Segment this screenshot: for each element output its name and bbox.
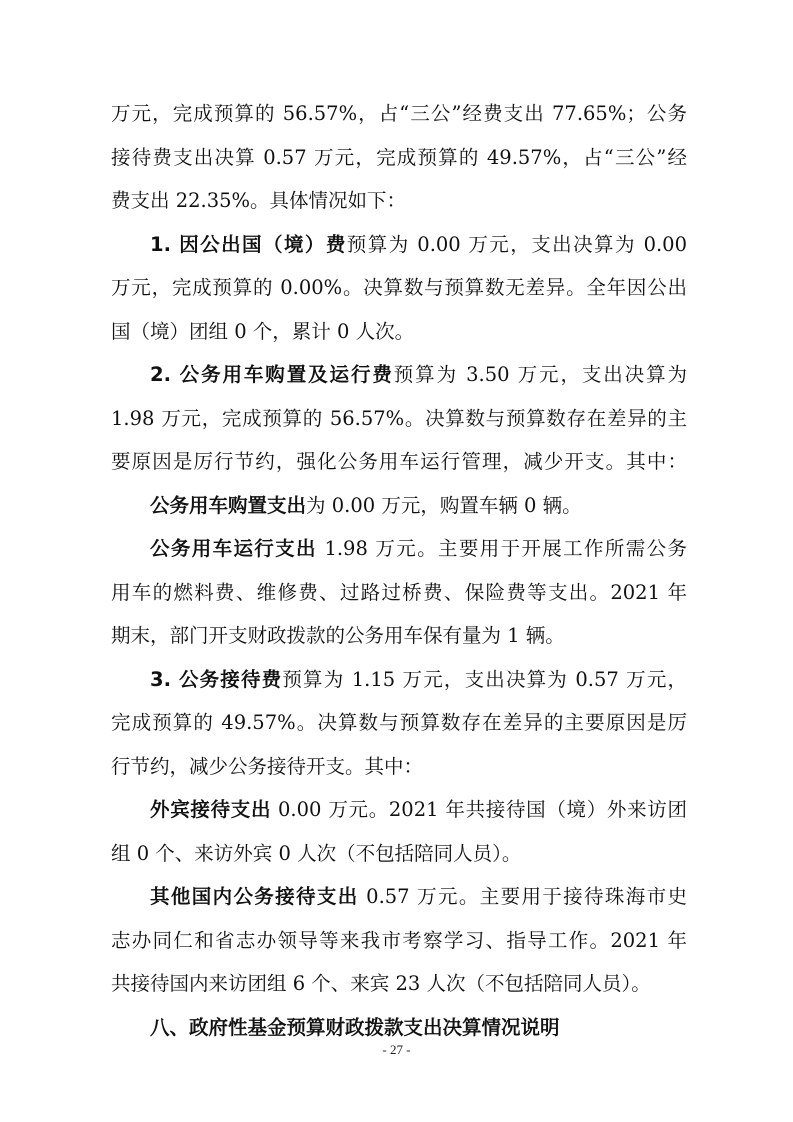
section-heading: 八、政府性基金预算财政拨款支出决算情况说明 xyxy=(150,1016,560,1039)
text-line: 费支出 22.35%。具体情况如下： xyxy=(111,189,407,212)
text-line: 用车的燃料费、维修费、过路过桥费、保险费等支出。2021 年 xyxy=(111,581,687,604)
text-line: 组 0 个、来访外宾 0 人次（不包括陪同人员）。 xyxy=(111,842,522,865)
text-line: 外宾接待支出 0.00 万元。2021 年共接待国（境）外来访团 xyxy=(150,798,687,821)
text-line: 公务用车购置支出为 0.00 万元，购置车辆 0 辆。 xyxy=(150,494,582,517)
text-line: 3. 公务接待费预算为 1.15 万元，支出决算为 0.57 万元， xyxy=(150,668,687,691)
section-label: 外宾接待支出 xyxy=(150,798,272,821)
section-label: 公务用车购置支出 xyxy=(150,494,307,517)
text-line: 公务用车运行支出 1.98 万元。主要用于开展工作所需公务 xyxy=(150,537,687,560)
text-line: 志办同仁和省志办领导等来我市考察学习、指导工作。2021 年 xyxy=(111,929,687,952)
text-line: 期末，部门开支财政拨款的公务用车保有量为 1 辆。 xyxy=(111,624,565,647)
page-number: - 27 - xyxy=(382,1042,411,1057)
text-line: 国（境）团组 0 个，累计 0 人次。 xyxy=(111,320,415,343)
text-line: 1.98 万元，完成预算的 56.57%。决算数与预算数存在差异的主 xyxy=(111,407,687,430)
text-line: 行节约，减少公务接待开支。其中： xyxy=(111,755,424,778)
section-label: 2. 公务用车购置及运行费 xyxy=(150,363,394,386)
section-label: 3. 公务接待费 xyxy=(150,668,283,691)
text-line: 2. 公务用车购置及运行费预算为 3.50 万元，支出决算为 xyxy=(150,363,687,386)
text-line: 完成预算的 49.57%。决算数与预算数存在差异的主要原因是厉 xyxy=(111,711,687,734)
text-line: 万元，完成预算的 56.57%，占“三公”经费支出 77.65%；公务 xyxy=(111,102,687,125)
section-label: 1. 因公出国（境）费 xyxy=(150,233,347,256)
text-line: 万元，完成预算的 0.00%。决算数与预算数无差异。全年因公出 xyxy=(111,276,687,299)
text-line: 共接待国内来访团组 6 个、来宾 23 人次（不包括陪同人员）。 xyxy=(111,972,651,995)
section-label: 其他国内公务接待支出 xyxy=(150,885,359,908)
text-line: 要原因是厉行节约，强化公务用车运行管理，减少开支。其中： xyxy=(111,450,687,473)
section-label: 公务用车运行支出 xyxy=(150,537,317,560)
text-line: 接待费支出决算 0.57 万元，完成预算的 49.57%，占“三公”经 xyxy=(111,146,687,169)
text-line: 其他国内公务接待支出 0.57 万元。主要用于接待珠海市史 xyxy=(150,885,687,908)
text-line: 1. 因公出国（境）费预算为 0.00 万元，支出决算为 0.00 xyxy=(150,233,687,256)
